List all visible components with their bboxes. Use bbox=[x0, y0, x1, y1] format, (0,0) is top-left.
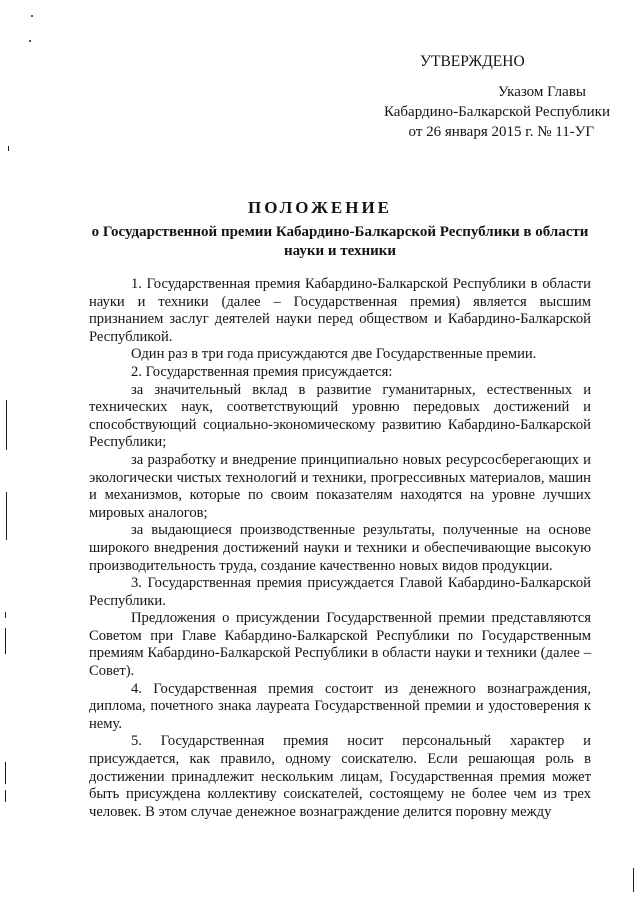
scan-margin-mark bbox=[5, 628, 6, 654]
paragraph: 5. Государственная премия носит персональный характер и присуждается, как правило, одному соискателю. Если решающая роль в достижении принадлежит нескольким лицам, Государственная премия может быть присуждена коллективу соискателей, состоящему не более чем из трех человек. В этом случае денежное вознаграждение делится поровну между bbox=[89, 733, 591, 820]
scan-margin-mark bbox=[6, 492, 7, 540]
approval-block bbox=[340, 52, 610, 142]
approval-line: Указом Главы bbox=[497, 84, 586, 100]
scan-margin-mark bbox=[5, 762, 6, 784]
paragraph: 2. Государственная премия присуждается: bbox=[131, 363, 393, 380]
paragraph: за значительный вклад в развитие гуманитарных, естественных и технических наук, соответствующий уровню передовых достижений и способствующий социально-экономическому развитию Кабардино-Балкарской Республики; bbox=[89, 381, 591, 451]
paragraph: 1. Государственная премия Кабардино-Балкарской Республики в области науки и техники (далее – Государственная премия) является высшим признанием заслуг деятелей науки перед обществом и Кабардино-Балкарской Республикой. bbox=[89, 276, 591, 345]
approval-line: от 26 января 2015 г. № 11-УГ bbox=[408, 124, 594, 140]
scan-speck bbox=[31, 15, 33, 17]
scan-speck bbox=[29, 40, 31, 42]
paragraph: за выдающиеся производственные результаты, полученные на основе широкого внедрения достижений науки и техники и обеспечивающие высокую производительность труда, создание качественно новых видов продукции. bbox=[89, 522, 591, 574]
scan-margin-mark bbox=[5, 612, 6, 618]
document-body bbox=[89, 276, 591, 821]
scan-margin-mark bbox=[633, 868, 634, 892]
scan-margin-mark bbox=[6, 400, 7, 450]
document-subtitle: о Государственной премии Кабардино-Балкарской Республики в области науки и техники bbox=[91, 224, 589, 259]
paragraph: 3. Государственная премия присуждается Главой Кабардино-Балкарской Республики. bbox=[89, 575, 591, 609]
approval-heading: УТВЕРЖДЕНО bbox=[420, 53, 525, 70]
document-title: ПОЛОЖЕНИЕ bbox=[248, 198, 392, 217]
approval-line: Кабардино-Балкарской Республики bbox=[383, 104, 610, 120]
paragraph: 4. Государственная премия состоит из денежного вознаграждения, диплома, почетного знака лауреата Государственной премии и удостоверения к нему. bbox=[89, 680, 591, 732]
paragraph: Один раз в три года присуждаются две Государственные премии. bbox=[131, 346, 537, 363]
paragraph: Предложения о присуждении Государственной премии представляются Советом при Главе Кабардино-Балкарской Республики по Государственным премиям Кабардино-Балкарской Республики в области науки и техники (далее – Совет). bbox=[89, 610, 591, 680]
scan-margin-mark bbox=[5, 790, 6, 802]
paragraph: за разработку и внедрение принципиально новых ресурсосберегающих и экологически чистых технологий и техники, прогрессивных материалов, машин и механизмов, которые по своим показателям находятся на уровне лучших мировых аналогов; bbox=[89, 451, 591, 521]
scan-margin-mark bbox=[8, 146, 9, 151]
